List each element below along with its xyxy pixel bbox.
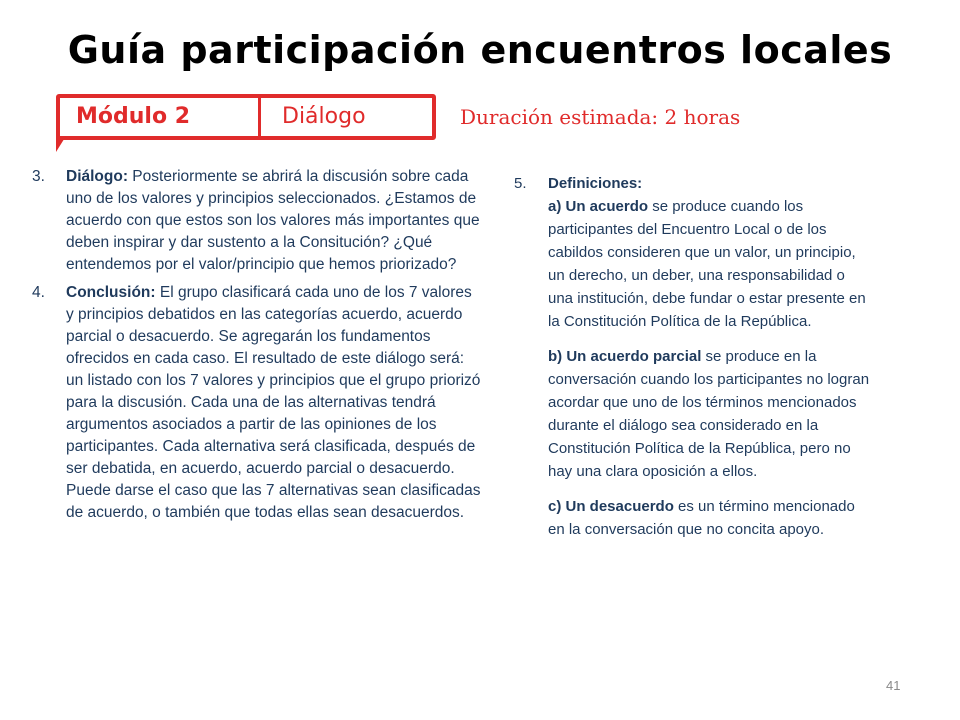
definition-text: es un término mencionado en la conversación que no concita apoyo.: [548, 498, 855, 538]
definitions-heading: Definiciones:: [548, 175, 643, 192]
list-item-5: [514, 172, 874, 541]
item-body: El grupo clasificará cada uno de los 7 valores y principios debatidos en las categorías acuerdo, acuerdo parcial o desacuerdo. Se agregarán los fundamentos ofrecidos en cada caso. El resultado de este diálogo será: un listado con los 7 valores y principios que el grupo priorizó para la discusión. Cada una de las alternativas tendrá argumentos asociados a partir de las opiniones de los participantes. Cada alternativa será clasificada, después de ser debatida, en acuerdo, acuerdo parcial o desacuerdo. Puede darse el caso que las 7 alternativas sean clasificadas de acuerdo, o también que todas ellas sean desacuerdos.: [66, 284, 481, 521]
page-number: 41: [886, 678, 901, 693]
definition-term: c) Un desacuerdo: [548, 498, 674, 515]
item-heading: Diálogo:: [66, 168, 128, 185]
definition-text: se produce en la conversación cuando los participantes no logran acordar que uno de los términos mencionados durante el diálogo sea considerado en la Constitución Política de la República, pero no hay una clara oposición a ellos.: [548, 348, 870, 480]
right-column: [514, 172, 874, 553]
definition-term: a) Un acuerdo: [548, 198, 649, 215]
definition-term: b) Un acuerdo parcial: [548, 348, 702, 365]
slide-title: Guía participación encuentros locales: [67, 28, 893, 72]
item-text: [66, 282, 482, 524]
item-text: [66, 166, 482, 276]
definition-text: se produce cuando los participantes del Encuentro Local o de los cabildos consideren que un valor, un principio, un derecho, un deber, una responsabilidad o una institución, debe fundar o estar presente en la Constitución Política de la República.: [548, 198, 866, 330]
item-heading: Conclusión:: [66, 284, 156, 301]
module-label: Módulo 2: [76, 104, 191, 129]
item-number: 3.: [32, 168, 45, 185]
definition-acuerdo: [548, 195, 874, 333]
list-item-4: [32, 282, 482, 524]
module-badge-tail: [56, 136, 76, 152]
item-text: [548, 172, 874, 541]
item-body: Posteriormente se abrirá la discusión sobre cada uno de los valores y principios seleccionados. ¿Estamos de acuerdo con que estos son los valores más importantes que deben inspirar y dar sustento a la Consitución? ¿Qué entendemos por el valor/principio que hemos priorizado?: [66, 168, 480, 273]
definition-acuerdo-parcial: [548, 345, 874, 483]
duration-text: Duración estimada: 2 horas: [460, 105, 741, 129]
list-item-3: [32, 166, 482, 276]
module-divider: [258, 98, 261, 136]
item-number: 5.: [514, 175, 527, 192]
module-name: Diálogo: [282, 104, 366, 129]
left-column: [32, 166, 482, 530]
definition-desacuerdo: [548, 495, 874, 541]
item-number: 4.: [32, 284, 45, 301]
